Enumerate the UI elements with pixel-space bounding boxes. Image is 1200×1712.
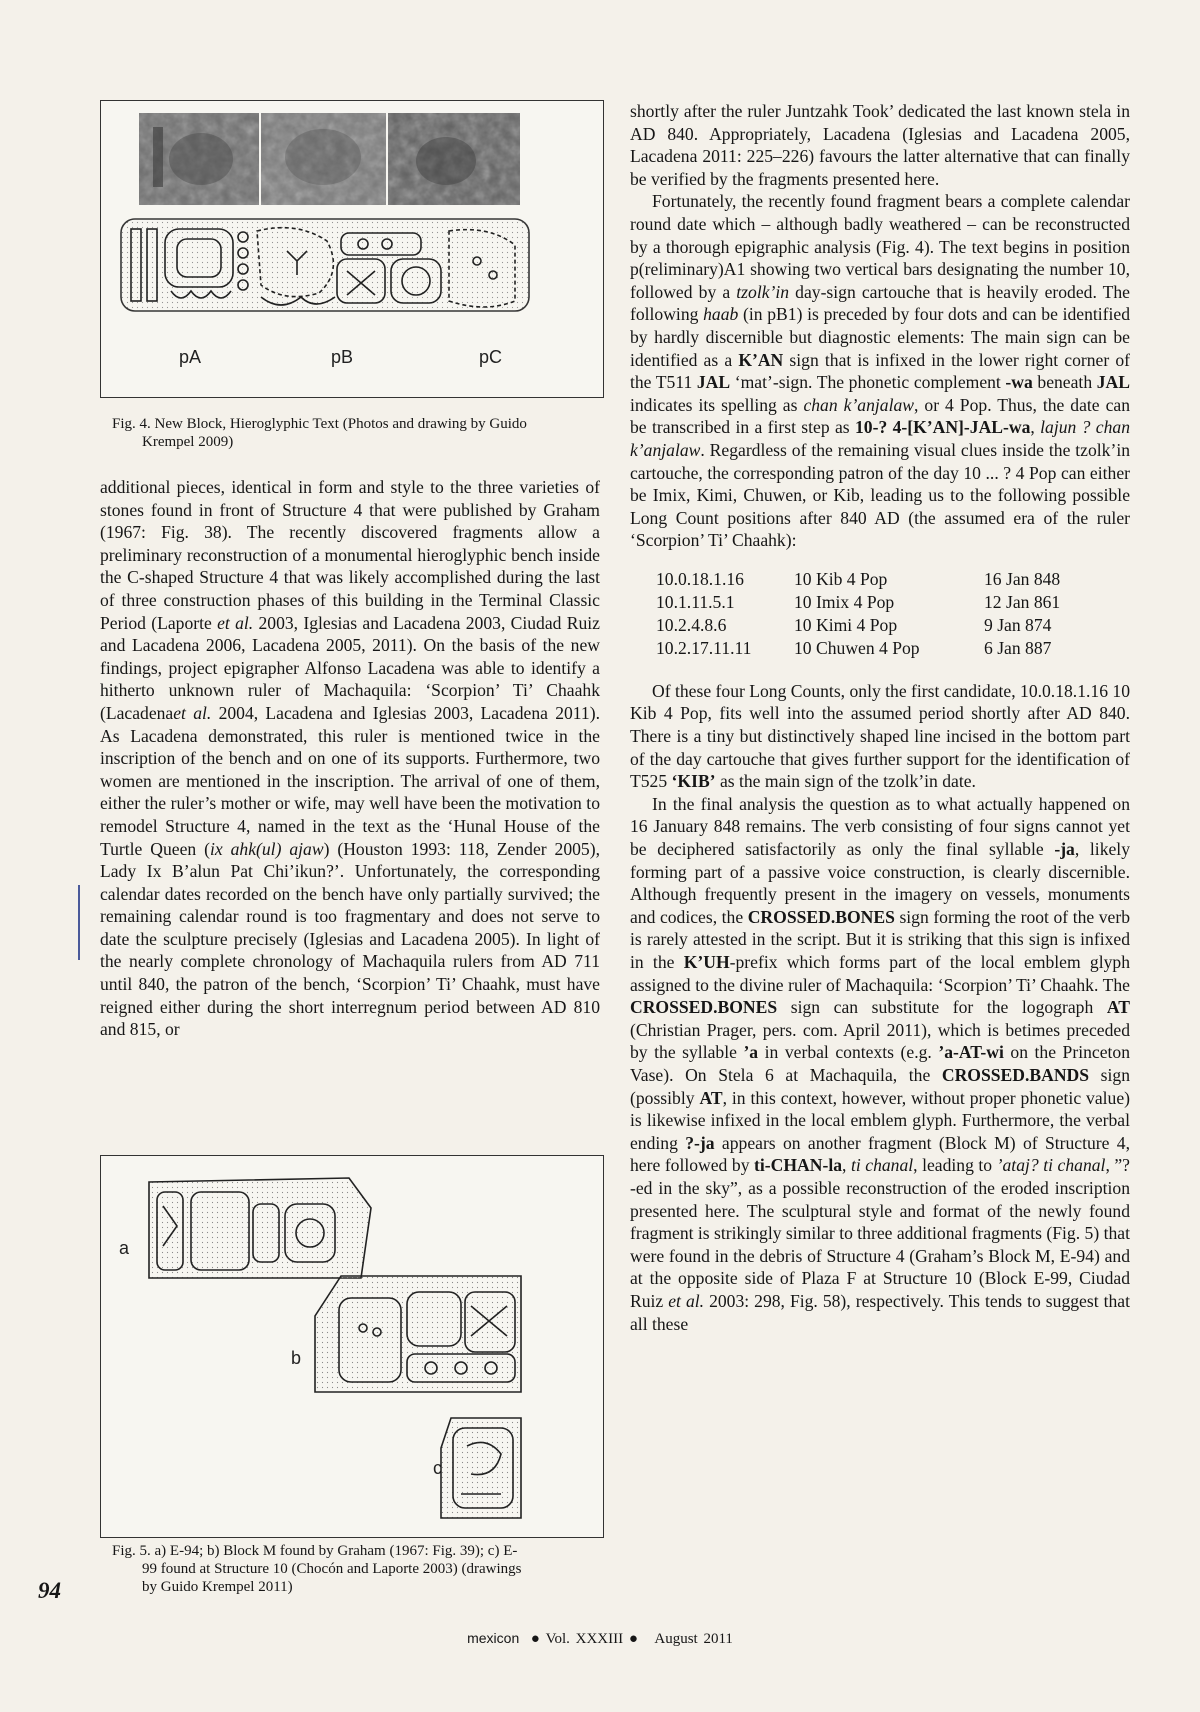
text-run-bold: JAL xyxy=(1096,372,1130,393)
text-run: day-sign cartouche that is heavily eroded. The following xyxy=(630,281,1130,325)
table-row xyxy=(656,568,1060,591)
figure-4-caption-line2: Krempel 2009) xyxy=(142,434,234,450)
table-cell: 10.2.17.11.11 xyxy=(656,637,752,658)
text-run: (Christian Prager, pers. com. April 2011), which is betimes preceded by the syllable xyxy=(630,1019,1130,1063)
page-footer: mexicon ● Vol. XXXIII ● August 2011 xyxy=(467,1630,733,1647)
text-run-bold: ‘KIB’ xyxy=(671,771,716,792)
fragment-drawings xyxy=(149,1178,521,1518)
footer-journal: mexicon xyxy=(467,1630,520,1646)
text-run: , likely forming part of a passive voice construction, is clearly discernible. Although frequently present in the imagery on vessels, monuments and codices, the xyxy=(630,839,1130,927)
table-row xyxy=(656,637,1060,660)
text-run: sign forming the root of the verb is rarely attested in the script. But it is striking that this sign is infixed in the xyxy=(630,906,1130,972)
fig5-label-a: a xyxy=(119,1238,130,1258)
table-cell: 10 Imix 4 Pop xyxy=(794,591,895,612)
text-run-bold: CROSSED.BANDS xyxy=(941,1064,1090,1085)
right-paragraph-2 xyxy=(630,190,1130,552)
page-number: 94 xyxy=(38,1578,61,1603)
left-paragraph xyxy=(100,476,600,1041)
text-run: 2003, Iglesias and Lacadena 2003, Ciudad Ruiz and Lacadena 2006, Lacadena 2005, 2011). On the basis of the new findings, project epigrapher Alfonso Lacadena was able to identify a hitherto unknown ruler of Machaquila: ‘Scorpion’ Ti’ Chaahk (Lacadena xyxy=(100,612,600,723)
right-paragraph-3 xyxy=(630,680,1130,793)
text-run-italic: et al. xyxy=(173,702,212,723)
text-run: -prefix which forms part of the local emblem glyph assigned to the divine ruler of Machaquila: ‘Scorpion’ Ti’ Chaahk. The xyxy=(630,952,1131,995)
text-run-italic: chan k’anjalaw xyxy=(803,394,915,415)
table-cell: 10.2.4.8.6 xyxy=(656,614,727,635)
text-run: sign (possibly xyxy=(630,1064,1131,1108)
footer-date: August 2011 xyxy=(654,1631,733,1647)
table-row xyxy=(656,614,1060,637)
text-run-bold: JAL xyxy=(696,372,731,393)
text-run: , leading to xyxy=(913,1155,993,1176)
table-cell: 10.1.11.5.1 xyxy=(656,591,735,612)
text-run: In the final analysis the question as to what actually happened on 16 January 848 remains. The verb consisting of four signs cannot yet be deciphered satisfactorily as only the final syllable xyxy=(630,793,1130,860)
text-run-italic: haab xyxy=(703,304,739,325)
text-run: in verbal contexts (e.g. xyxy=(764,1042,932,1063)
text-run: Fortunately, the recently found fragment bears a complete calendar round date which – although badly weathered – can be reconstructed by a thorough epigraphic analysis (Fig. 4). The text begins in position p(reliminary)A1 showing two vertical bars designating the number 10, followed by a xyxy=(630,191,1130,302)
text-run-bold: CROSSED.BONES xyxy=(630,997,778,1018)
text-run: as the main sign of the tzolk’in date. xyxy=(719,771,976,792)
figure-4-illustration xyxy=(101,101,603,397)
text-run-italic: ix ahk(ul) ajaw xyxy=(210,838,324,859)
right-column-text xyxy=(630,100,1130,1335)
text-run-italic: ti chanal xyxy=(850,1155,914,1176)
text-run-italic: et al. xyxy=(217,612,254,633)
figure-4 xyxy=(100,100,604,398)
text-run-bold: -ja xyxy=(1054,839,1075,860)
table-cell: 10 Kimi 4 Pop xyxy=(794,614,898,635)
text-run-italic: lajun ? chan k’anjalaw xyxy=(630,417,1130,460)
text-run: sign can substitute for the logograph xyxy=(790,997,1094,1018)
text-run: 2004, Lacadena and Iglesias 2003, Lacadena 2011). As Lacadena demonstrated, this ruler is mentioned twice in the inscription of the bench and on one of its supports. Furthermore, two women are mentioned in the inscription. The arrival of one of them, either the ruler’s mother or wife, may well have been the motivation to remodel Structure 4, named in the text as the ‘Hunal House of the Turtle Queen ( xyxy=(100,702,600,859)
figure-5-caption xyxy=(112,1542,600,1596)
figure-5-caption-line1: Fig. 5. a) E-94; b) Block M found by Graham (1967: Fig. 39); c) E- xyxy=(112,1543,518,1559)
glyph-drawing xyxy=(121,219,529,311)
fig4-label-pc: pC xyxy=(479,347,503,367)
figure-5-caption-line2: 99 found at Structure 10 (Chocón and Laporte 2003) (drawings xyxy=(142,1561,522,1577)
table-cell: 6 Jan 887 xyxy=(984,637,1052,658)
text-run: . Regardless of the remaining visual clues inside the tzolk’in cartouche, the corresponding patron of the day 10 ... ? 4 Pop can either be Imix, Kimi, Chuwen, or Kib, leading us to the following possible Long Count positions after 840 AD (the assumed era of the ruler ‘Scorpion’ Ti’ Chaahk): xyxy=(630,439,1130,551)
right-paragraph-1: shortly after the ruler Juntzahk Took’ dedicated the last known stela in AD 840. Appropriately, Lacadena (Iglesias and Lacadena 2005, Lacadena 2011: 225–226) favours the latter alternative that can finally be verified by the fragments presented here. xyxy=(630,101,1130,189)
left-column-text xyxy=(100,476,600,1041)
text-run-bold: K’AN xyxy=(738,349,784,370)
text-run: sign that is infixed in the lower right corner of the T511 xyxy=(630,349,1130,393)
figure-5 xyxy=(100,1155,604,1538)
fig5-label-b: b xyxy=(291,1348,302,1368)
table-cell: 10.0.18.1.16 xyxy=(656,568,744,589)
text-run: (in pB1) is preceded by four dots and can be identified by hardly discernible but diagnostic elements: The main sign can be identified as a xyxy=(630,304,1130,370)
long-count-table xyxy=(656,568,1060,660)
text-run: ) (Houston 1993: 118, Zender 2005), Lady Ix B’alun Pat Chi’ikun?’. Unfortunately, the corresponding calendar dates recorded on the bench have only partially survived; the remaining calendar round is too fragmentary and does not serve to date the sculpture precisely (Iglesias and Lacadena 2005). In light of the nearly complete chronology of Machaquila rulers from AD 711 until 840, the patron of the bench, ‘Scorpion’ Ti’ Chaahk, must have reigned either during the short interregnum period between AD 810 and 815, or xyxy=(100,838,600,1040)
text-run: additional pieces, identical in form and style to the three varieties of stones found in front of Structure 4 that were published by Graham (1967: Fig. 38). The recently discovered fragments allow a preliminary reconstruction of a monumental hieroglyphic bench inside the C-shaped Structure 4 that was likely accomplished during the last of three construction phases of this building in the Terminal Classic Period (Laporte xyxy=(100,477,600,633)
text-run-bold: ti-CHAN-la xyxy=(754,1155,842,1176)
figure-5-caption-line3: by Guido Krempel 2011) xyxy=(142,1579,293,1595)
text-run-bold: AT xyxy=(699,1087,723,1108)
text-run: 2003: 298, Fig. 58), respectively. This tends to suggest that all these xyxy=(630,1290,1130,1334)
figure-4-caption-line1: Fig. 4. New Block, Hieroglyphic Text (Photos and drawing by Guido xyxy=(112,416,527,432)
text-run-bold: AT xyxy=(1106,997,1130,1018)
margin-pen-mark xyxy=(78,885,80,960)
text-run-italic: et al. xyxy=(668,1290,705,1311)
text-run-bold: ’a-AT-wi xyxy=(938,1042,1004,1063)
fig4-label-pb: pB xyxy=(331,347,354,367)
text-run: , in this context, however, without proper phonetic value) is likewise infixed in the local emblem glyph. Furthermore, the verbal ending xyxy=(630,1087,1130,1153)
text-run-bold: 10-? 4-[K’AN]-JAL-wa xyxy=(855,417,1031,438)
text-run: beneath xyxy=(1037,372,1093,393)
text-run: , ”?-ed in the sky”, as a possible reconstruction of the eroded inscription presented here. The sculptural style and format of the newly found fragment is strikingly similar to three additional fragments (Fig. 5) that were found in the debris of Structure 4 (Graham’s Block M, E-94) and at the opposite side of Plaza F at Structure 10 (Block E-99, Ciudad Ruiz xyxy=(630,1155,1130,1311)
text-run-bold: K’UH xyxy=(683,952,730,972)
figure-4-caption xyxy=(112,415,600,451)
table-cell: 12 Jan 861 xyxy=(984,591,1061,612)
table-cell: 10 Chuwen 4 Pop xyxy=(794,637,920,658)
table-cell: 9 Jan 874 xyxy=(984,614,1052,635)
table-cell: 10 Kib 4 Pop xyxy=(794,568,888,589)
text-run: appears on another fragment (Block M) of Structure 4, here followed by xyxy=(630,1132,1131,1176)
text-run-bold: ’a xyxy=(743,1042,759,1063)
text-run: , or 4 Pop. Thus, the date can be transcribed in a first step as xyxy=(630,394,1130,438)
text-run: , xyxy=(842,1155,847,1176)
text-run: ‘mat’-sign. The phonetic complement xyxy=(734,372,1001,393)
text-run-bold: -wa xyxy=(1005,372,1033,393)
table-row xyxy=(656,591,1060,614)
text-run: on the Princeton Vase). On Stela 6 at Machaquila, the xyxy=(630,1042,1130,1085)
text-run: Of these four Long Counts, only the first candidate, 10.0.18.1.16 10 Kib 4 Pop, fits well into the assumed period shortly after AD 840. There is a tiny but distinctively shaped line incised in the bottom part of the day cartouche that gives further support for the identification of T525 xyxy=(630,680,1130,792)
text-run: indicates its spelling as xyxy=(630,394,798,415)
fig4-label-pa: pA xyxy=(179,347,202,367)
right-paragraph-4 xyxy=(630,793,1130,1335)
text-run: , xyxy=(1030,417,1035,438)
table-cell: 16 Jan 848 xyxy=(984,568,1061,589)
text-run-italic: ’ataj? ti chanal xyxy=(996,1155,1106,1176)
fig5-label-c: c xyxy=(433,1458,442,1478)
text-run-italic: tzolk’in xyxy=(736,281,790,302)
text-run-bold: CROSSED.BONES xyxy=(747,906,895,927)
photo-strip xyxy=(139,113,520,205)
figure-5-illustration xyxy=(101,1156,603,1537)
text-run-bold: ?-ja xyxy=(685,1132,715,1153)
footer-volume: Vol. XXXIII xyxy=(545,1631,624,1647)
